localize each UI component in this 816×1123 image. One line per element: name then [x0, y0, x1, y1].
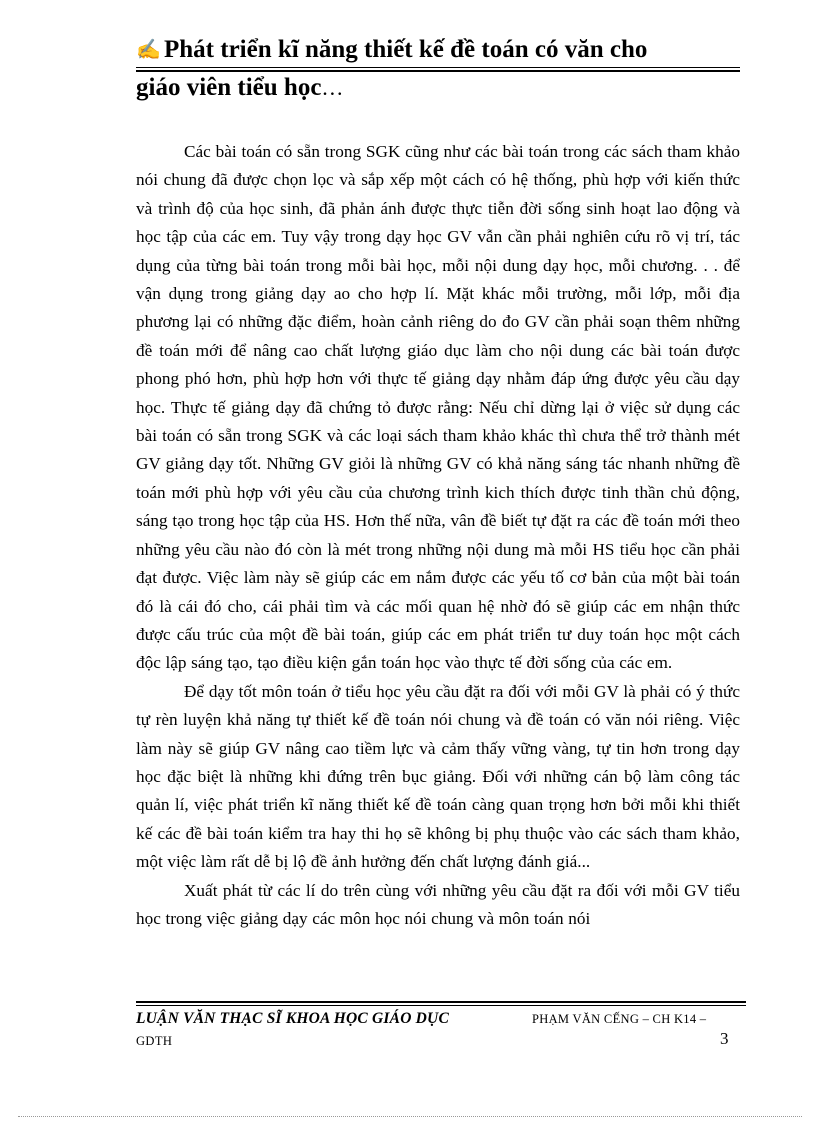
heading-ellipsis: … — [321, 75, 344, 100]
paragraph: Để dạy tốt môn toán ở tiểu học yêu cầu đặt ra đối với mỗi GV là phải có ý thức tự rèn luyện khả năng tự thiết kế đề toán nói chung và đề toán có văn nói riêng. Việc làm này sẽ giúp GV nâng cao tiềm lực và cảm thấy vững vàng, tự tin hơn trong dạy học đặc biệt là những khi đứng trên bục giảng. Đối với những cán bộ làm công tác quản lí, việc phát triển kĩ năng thiết kế đề toán càng quan trọng hơn bởi mỗi khi thiết kế các đề bài toán kiểm tra hay thi họ sẽ không bị phụ thuộc vào các sách tham khảo, một việc làm rất dễ bị lộ đề ảnh hưởng đến chất lượng đánh giá... — [136, 681, 740, 872]
footer-department: GDTH — [136, 1034, 173, 1048]
body-text — [136, 138, 740, 933]
footer-thesis-label: LUẬN VĂN THẠC SĨ KHOA HỌC GIÁO DỤC — [136, 1010, 449, 1027]
page-bottom-dotted-line — [18, 1116, 802, 1117]
heading-line-2 — [136, 72, 343, 104]
heading-text-2: giáo viên tiểu học — [136, 74, 322, 101]
heading-line-1 — [136, 34, 740, 66]
footer-double-rule — [136, 1001, 746, 1006]
paragraph: Các bài toán có sẵn trong SGK cũng như các bài toán trong các sách tham khảo nói chung đã được chọn lọc và sắp xếp một cách có hệ thống, phù hợp với kiến thức và trình độ của học sinh, đã phản ánh được thực tiễn đời sống sinh hoạt lao động và học tập của các em. Tuy vậy trong dạy học GV vẫn cần phải nghiên cứu rõ vị trí, tác dụng của từng bài toán trong mỗi bài học, mỗi nội dung dạy học, mỗi chương. . . để vận dụng trong giảng dạy ao cho hợp lí. Mặt khác mỗi trường, mỗi lớp, mỗi địa phương lại có những đặc điểm, hoàn cảnh riêng do đo GV cần phải soạn thêm những đề toán mới để nâng cao chất lượng giáo dục làm cho nội dung các bài toán được phong phó hơn, phù hợp hơn với thực tế giảng dạy nhằm đáp ứng được yêu cầu dạy học. Thực tế giảng dạy đã chứng tỏ được rằng: Nếu chỉ dừng lại ở việc sử dụng các bài toán có sẵn trong SGK và các loại sách tham khảo khác thì chưa thể trở thành mét GV giảng dạy tốt. Những GV giỏi là những GV có khả năng sáng tác nhanh những đề toán mới phù hợp với yêu cầu của chương trình kich thích được tinh thần chủ động, sáng tạo trong học tập của HS. Hơn thế nữa, vân đề biết tự đặt ra các đề toán mới theo những yêu cầu nào đó còn là mét trong những nội dung mà mỗi HS tiểu học cần phải đạt được. Việc làm này sẽ giúp các em nắm được các yếu tố cơ bản của một bài toán đó là cái đó cho, cái phải tìm và các mối quan hệ nhờ đó sẽ giúp các em nhận thức được cấu trúc của một đề bài toán, giúp các em phát triển tư duy toán học một cách độc lập sáng tạo, tạo điều kiện gắn toán học vào thực tế đời sống của các em. — [136, 142, 740, 673]
paragraph: Xuất phát từ các lí do trên cùng với những yêu cầu đặt ra đối với mỗi GV tiểu học trong việc giảng dạy các môn học nói chung và môn toán nói — [136, 880, 740, 928]
footer-author: PHẠM VĂN CẾNG – CH K14 – — [532, 1012, 707, 1026]
heading-text-1: Phát triển kĩ năng thiết kế đề toán có văn cho — [164, 36, 648, 63]
section-heading — [136, 34, 740, 101]
page-number: 3 — [720, 1029, 729, 1048]
writing-hand-icon: ✍ — [136, 39, 161, 61]
